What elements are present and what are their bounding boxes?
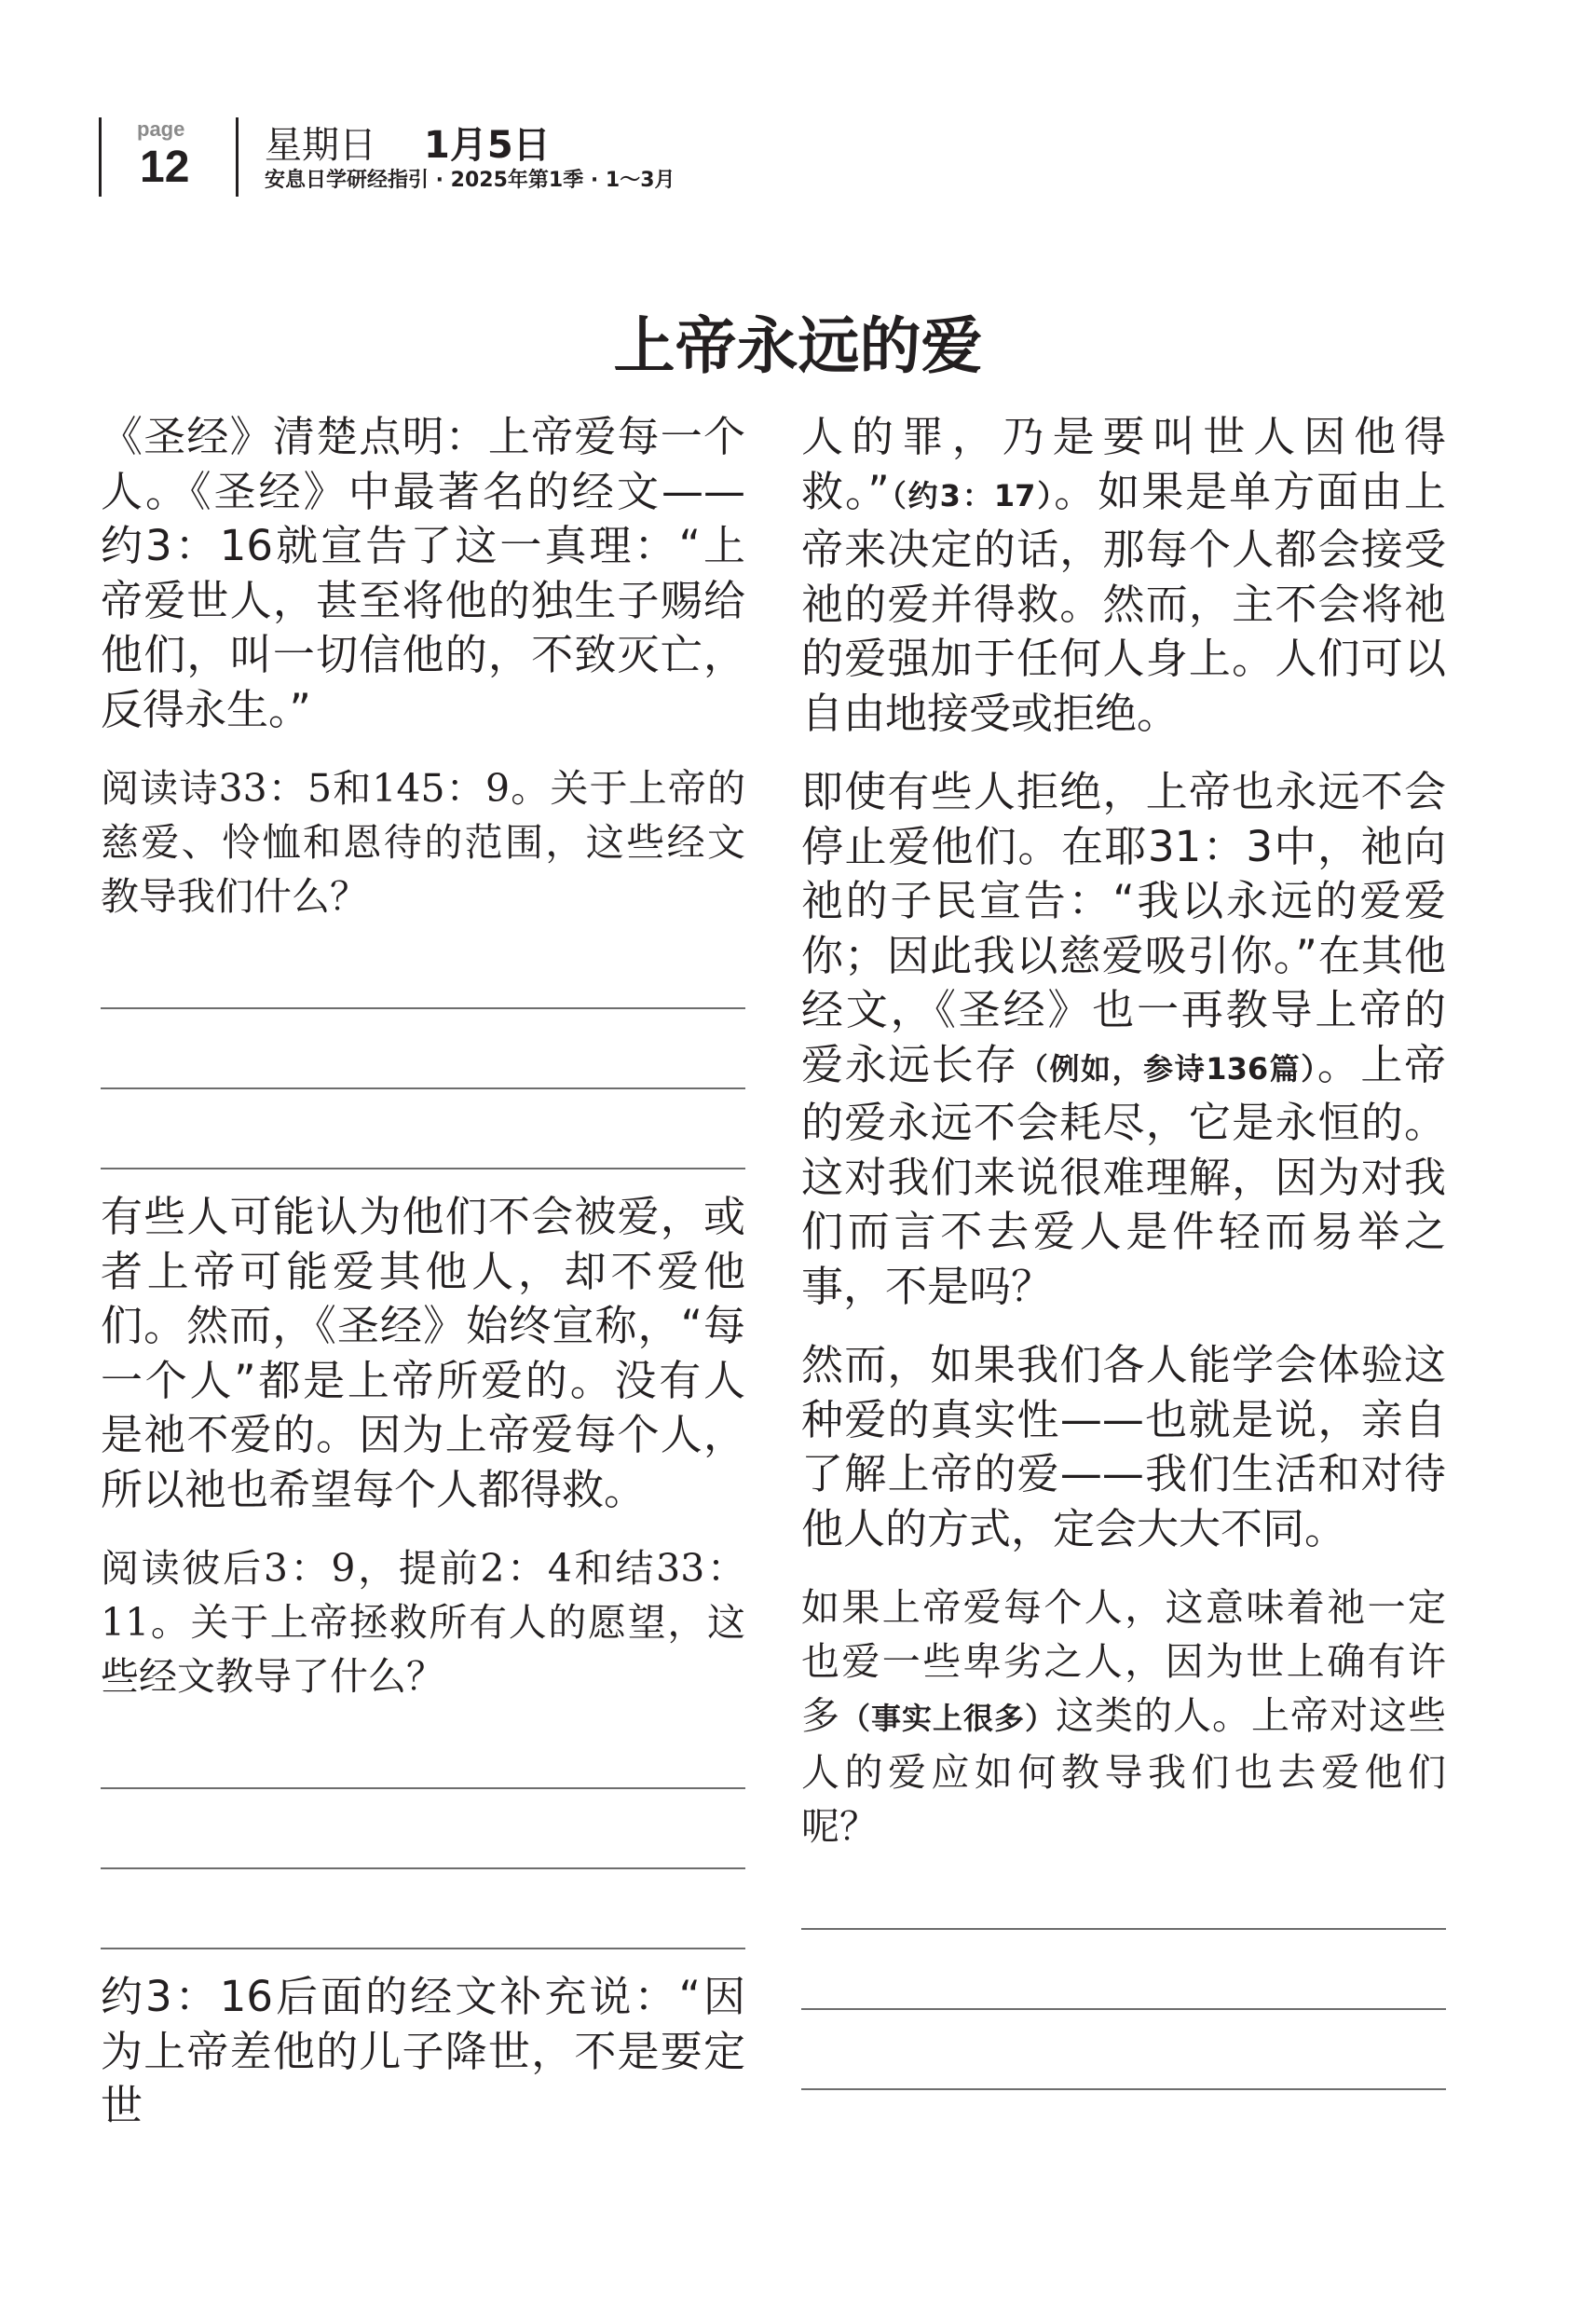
scripture-reference: （例如，参诗136篇） bbox=[1017, 1050, 1317, 1087]
question-text: 如果上帝爱每个人，这意味着祂一定也爱一些卑劣之人，因为世上确有许多 bbox=[801, 1585, 1446, 1738]
scripture-reference: （事实上很多） bbox=[840, 1701, 1056, 1736]
scripture-reference: （约3：17） bbox=[889, 477, 1055, 513]
study-question: 阅读彼后3：9，提前2：4和结33：11。关于上帝拯救所有人的愿望，这些经文教导了什么？ bbox=[101, 1546, 745, 1699]
answer-line[interactable] bbox=[801, 1928, 1446, 1930]
right-column bbox=[801, 410, 1446, 2090]
answer-line[interactable] bbox=[101, 1867, 745, 1869]
paragraph: 有些人可能认为他们不会被爱，或者上帝可能爱其他人，却不爱他们。然而，《圣经》始终宣称，“每一个人”都是上帝所爱的。没有人是祂不爱的。因为上帝爱每个人，所以祂也希望每个人都得救。 bbox=[101, 1192, 745, 1514]
answer-line[interactable] bbox=[101, 1168, 745, 1169]
header-date: 1月5日 bbox=[424, 124, 551, 167]
paragraph: 然而，如果我们各人能学会体验这种爱的真实性——也就是说，亲自了解上帝的爱——我们生活和对待他人的方式，定会大大不同。 bbox=[801, 1340, 1446, 1553]
answer-line[interactable] bbox=[101, 1948, 745, 1949]
header-divider-rule bbox=[236, 117, 239, 197]
answer-line[interactable] bbox=[101, 1007, 745, 1009]
paragraph bbox=[801, 765, 1446, 1314]
answer-line[interactable] bbox=[801, 2008, 1446, 2010]
paragraph: 《圣经》清楚点明：上帝爱每一个人。《圣经》中最著名的经文——约3：16就宣告了这一真理：“上帝爱世人，甚至将他的独生子赐给他们，叫一切信他的，不致灭亡，反得永生。” bbox=[101, 412, 745, 734]
header-day: 星期日 bbox=[265, 124, 376, 167]
page-label: page bbox=[137, 117, 185, 141]
answer-lines bbox=[801, 1928, 1446, 2090]
header-left-rule bbox=[99, 117, 102, 197]
study-question: 阅读诗33：5和145：9。关于上帝的慈爱、怜恤和恩待的范围，这些经文教导我们什么？ bbox=[101, 766, 745, 919]
paragraph-text: 人的罪，乃是要叫世人因他得救。” bbox=[801, 412, 1446, 516]
answer-line[interactable] bbox=[801, 2088, 1446, 2090]
left-column bbox=[101, 410, 745, 2134]
paragraph-text: 。如果是单方面由上帝来决定的话，那每个人都会接受祂的爱并得救。然而，主不会将祂的爱强加于任何人身上。人们可以自由地接受或拒绝。 bbox=[801, 466, 1446, 738]
paragraph-text: 。上帝的爱永远不会耗尽，它是永恒的。这对我们来说很难理解，因为对我们而言不去爱人是件轻而易举之事，不是吗？ bbox=[801, 1039, 1446, 1311]
answer-lines bbox=[101, 1787, 745, 1949]
answer-lines bbox=[101, 1007, 745, 1169]
answer-line[interactable] bbox=[101, 1087, 745, 1089]
study-question bbox=[801, 1580, 1446, 1853]
paragraph: 约3：16后面的经文补充说：“因为上帝差他的儿子降世，不是要定世 bbox=[101, 1972, 745, 2130]
question-text: 这类的人。上帝对这些人的爱应如何教导我们也去爱他们呢？ bbox=[801, 1693, 1446, 1849]
page-number: 12 bbox=[140, 143, 190, 192]
paragraph-text: 即使有些人拒绝，上帝也永远不会停止爱他们。在耶31：3中，祂向祂的子民宣告：“我以永远的爱爱你；因此我以慈爱吸引你。”在其他经文，《圣经》也一再教导上帝的爱永远长存 bbox=[801, 767, 1446, 1089]
answer-line[interactable] bbox=[101, 1787, 745, 1789]
header-subtitle: 安息日学研经指引 · 2025年第1季 · 1～3月 bbox=[265, 169, 675, 192]
lesson-title: 上帝永远的爱 bbox=[613, 309, 983, 382]
page-header bbox=[0, 0, 1596, 214]
paragraph bbox=[801, 410, 1446, 741]
